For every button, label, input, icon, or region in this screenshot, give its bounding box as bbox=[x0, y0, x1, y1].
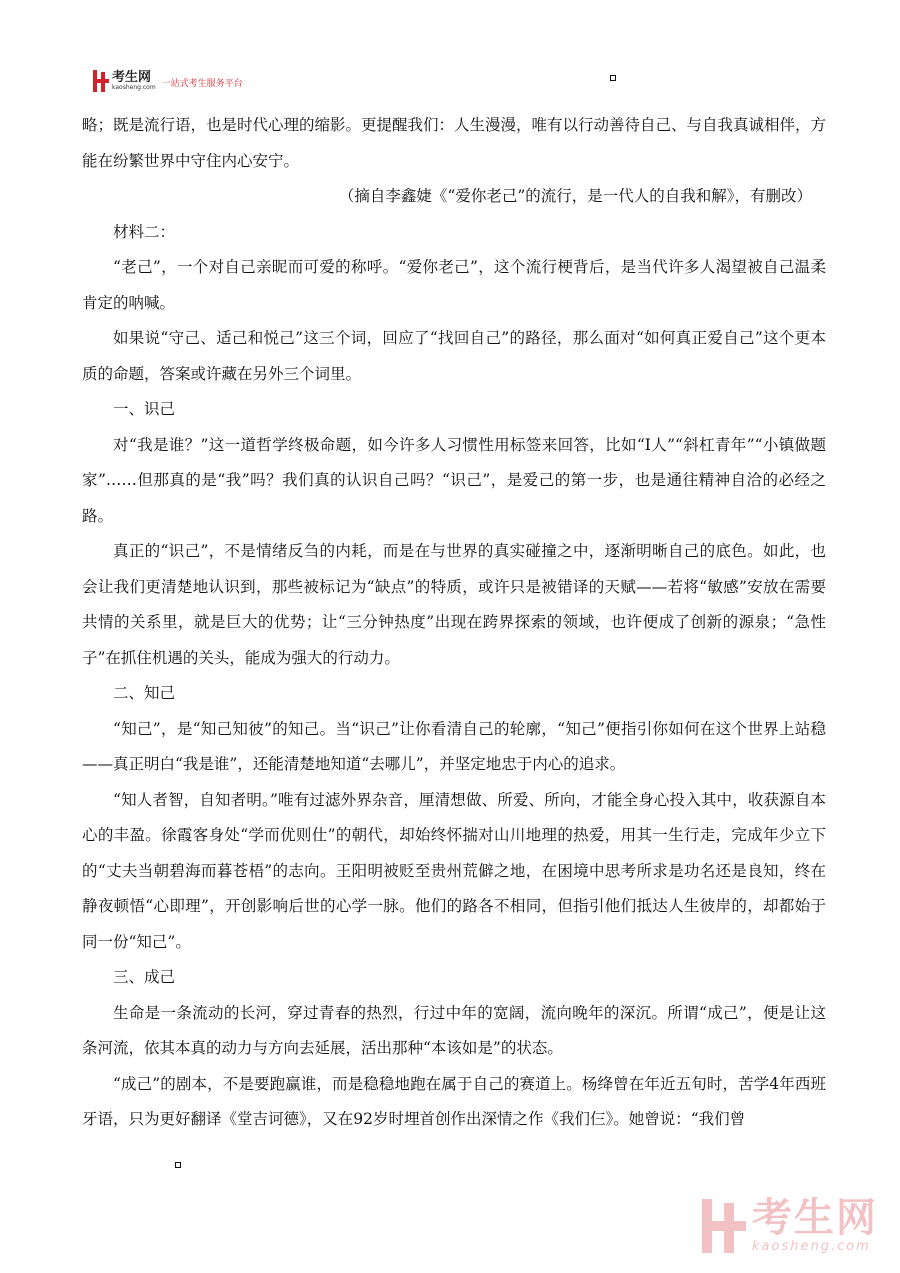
section-heading: 三、成己 bbox=[113, 968, 176, 986]
kaosheng-logo-icon bbox=[93, 70, 109, 92]
paragraph: 略；既是流行语，也是时代心理的缩影。更提醒我们：人生漫漫，唯有以行动善待自己、与自我真诚相伴，方能在纷繁世界中守住内心安宁。 bbox=[82, 116, 827, 170]
paragraph: 对“我是谁？”这一道哲学终极命题，如今许多人习惯性用标签来回答，比如“I人”“斜杠青年”“小镇做题家”……但那真的是“我”吗？我们真的认识自己吗？“识己”，是爱己的第一步，也是通往精神自洽的必经之路。 bbox=[82, 435, 826, 525]
header-logo bbox=[93, 70, 243, 92]
logo-domain: kaosheng.com bbox=[112, 84, 156, 91]
watermark-logo-icon bbox=[702, 1199, 746, 1253]
document-body bbox=[82, 108, 826, 1138]
section-heading: 一、识己 bbox=[113, 400, 176, 418]
section-heading: 二、知己 bbox=[113, 684, 176, 702]
page-marker-top bbox=[610, 75, 616, 81]
watermark bbox=[702, 1195, 878, 1254]
paragraph: 如果说“守己、适己和悦己”这三个词，回应了“找回自己”的路径，那么面对“如何真正爱自己”这个更本质的命题，答案或许藏在另外三个词里。 bbox=[82, 329, 826, 383]
page-marker-bottom bbox=[175, 1162, 181, 1168]
paragraph: “成己”的剧本，不是要跑赢谁，而是稳稳地跑在属于自己的赛道上。杨绛曾在年近五旬时，苦学4年西班牙语，只为更好翻译《堂吉诃德》，又在92岁时埋首创作出深情之作《我们仨》。她曾说：“我们曾 bbox=[82, 1074, 826, 1128]
paragraph: 生命是一条流动的长河，穿过青春的热烈，行过中年的宽阔，流向晚年的深沉。所谓“成己”，便是让这条河流，依其本真的动力与方向去延展，活出那种“本该如是”的状态。 bbox=[82, 1003, 826, 1057]
logo-name: 考生网 bbox=[112, 70, 152, 85]
paragraph: 真正的“识己”，不是情绪反刍的内耗，而是在与世界的真实碰撞之中，逐渐明晰自己的底色。如此，也会让我们更清楚地认识到，那些被标记为“缺点”的特质，或许只是被错译的天赋——若将“敏感”安放在需要共情的关系里，就是巨大的优势；让“三分钟热度”出现在跨界探索的领域，也许便成了创新的源泉；“急性子”在抓住机遇的关头，能成为强大的行动力。 bbox=[82, 542, 826, 667]
source-citation: （摘自李鑫婕《“爱你老己”的流行，是一代人的自我和解》，有删改） bbox=[338, 187, 812, 205]
paragraph: “知己”，是“知己知彼”的知己。当“识己”让你看清自己的轮廓，“知己”便指引你如何在这个世界上站稳——真正明白“我是谁”，还能清楚地知道“去哪儿”，并坚定地忠于内心的追求。 bbox=[82, 719, 826, 773]
watermark-name: 考生网 bbox=[752, 1195, 878, 1241]
paragraph: “知人者智，自知者明。”唯有过滤外界杂音，厘清想做、所爱、所向，才能全身心投入其中，收获源自本心的丰盈。徐霞客身处“学而优则仕”的朝代，却始终怀揣对山川地理的热爱，用其一生行走，完成年少立下的“丈夫当朝碧海而暮苍梧”的志向。王阳明被贬至贵州荒僻之地，在困境中思考所求是功名还是良知，终在静夜顿悟“心即理”，开创影响后世的心学一脉。他们的路各不相同，但指引他们抵达人生彼岸的，却都始于同一份“知己”。 bbox=[82, 790, 826, 951]
logo-slogan: 一站式考生服务平台 bbox=[161, 78, 243, 89]
paragraph: “老己”，一个对自己亲昵而可爱的称呼。“爱你老己”，这个流行梗背后，是当代许多人渴望被自己温柔肯定的呐喊。 bbox=[82, 258, 826, 312]
section-label: 材料二： bbox=[113, 222, 176, 241]
watermark-domain: kaosheng.com bbox=[752, 1239, 871, 1254]
